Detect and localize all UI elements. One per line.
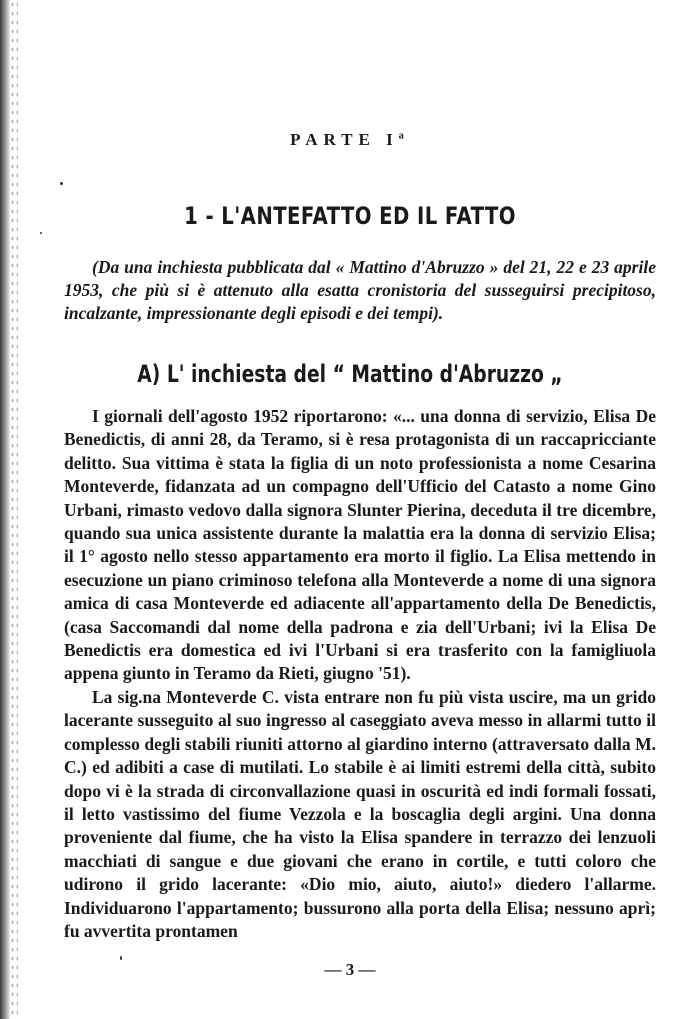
body-text xyxy=(64,405,656,943)
page-number: — 3 — xyxy=(324,960,376,979)
book-binding-edge xyxy=(0,0,10,1019)
section-title: A) L' inchiesta del “ Mattino d'Abruzzo „ xyxy=(137,360,563,388)
print-speck xyxy=(120,956,122,960)
binding-texture xyxy=(10,0,18,1019)
paragraph: I giornali dell'agosto 1952 riportarono: «... una donna di servizio, Elisa De Benedictis, di anni 28, da Teramo, si è resa protagonista di un raccapricciante delitto. Sua vittima è stata la figlia di un noto professionista a nome Cesarina Monteverde, fidanzata ad un compagno dell'Ufficio del Catasto a nome Gino Urbani, rimasto vedovo dalla signora Slunter Pierina, deceduta il tre dicembre, quando sua unica assistente durante la malattia era la donna di servizio Elisa; il 1° agosto nello stesso appartamento era morto il figlio. La Elisa mettendo in esecuzione un piano criminoso telefona alla Monteverde a nome di una signora amica di casa Monteverde ed adiacente all'appartamento della De Benedictis, (casa Saccomandi dal nome della padrona e zia dell'Urbani; ivi la Elisa De Benedictis era domestica ed ivi l'Urbani si era trasferito con la famigliuola appena giunto in Teramo da Rieti, giugno '51). xyxy=(64,406,656,684)
print-speck xyxy=(40,232,42,234)
paragraph: La sig.na Monteverde C. vista entrare non fu più vista uscire, ma un grido lacerante susseguito al suo ingresso al caseggiato aveva messo in allarmi tutto il complesso degli stabili riuniti attorno al giardino interno (attraversato dalla M. C.) ed adibiti a case di mutilati. Lo stabile è ai limiti estremi della città, subito dopo vi è la strada di circonvallazione quasi in oscurità ed indi formali fossati, il letto vastissimo del fiume Vezzola e la boscaglia degli argini. Una donna proveniente dal fiume, che ha visto la Elisa spandere in terrazzo dei lenzuoli macchiati di sangue e due giovani che erano in cortile, e tutti coloro che udirono il grido lacerante: «Dio mio, aiuto, aiuto!» diedero l'allarme. Individuarono l'appartamento; bussurono alla porta della Elisa; nessuno aprì; fu avvertita prontamen xyxy=(64,686,656,941)
part-heading: PARTE Iª xyxy=(290,130,410,149)
print-speck xyxy=(60,182,63,185)
intro-note: (Da una inchiesta pubblicata dal « Mattino d'Abruzzo » del 21, 22 e 23 aprile 1953, che più si è attenuto alla esatta cronistoria del susseguirsi precipitoso, incalzante, impressionante degli episodi e dei tempi). xyxy=(64,257,656,323)
chapter-title: 1 - L'ANTEFATTO ED IL FATTO xyxy=(184,202,516,230)
